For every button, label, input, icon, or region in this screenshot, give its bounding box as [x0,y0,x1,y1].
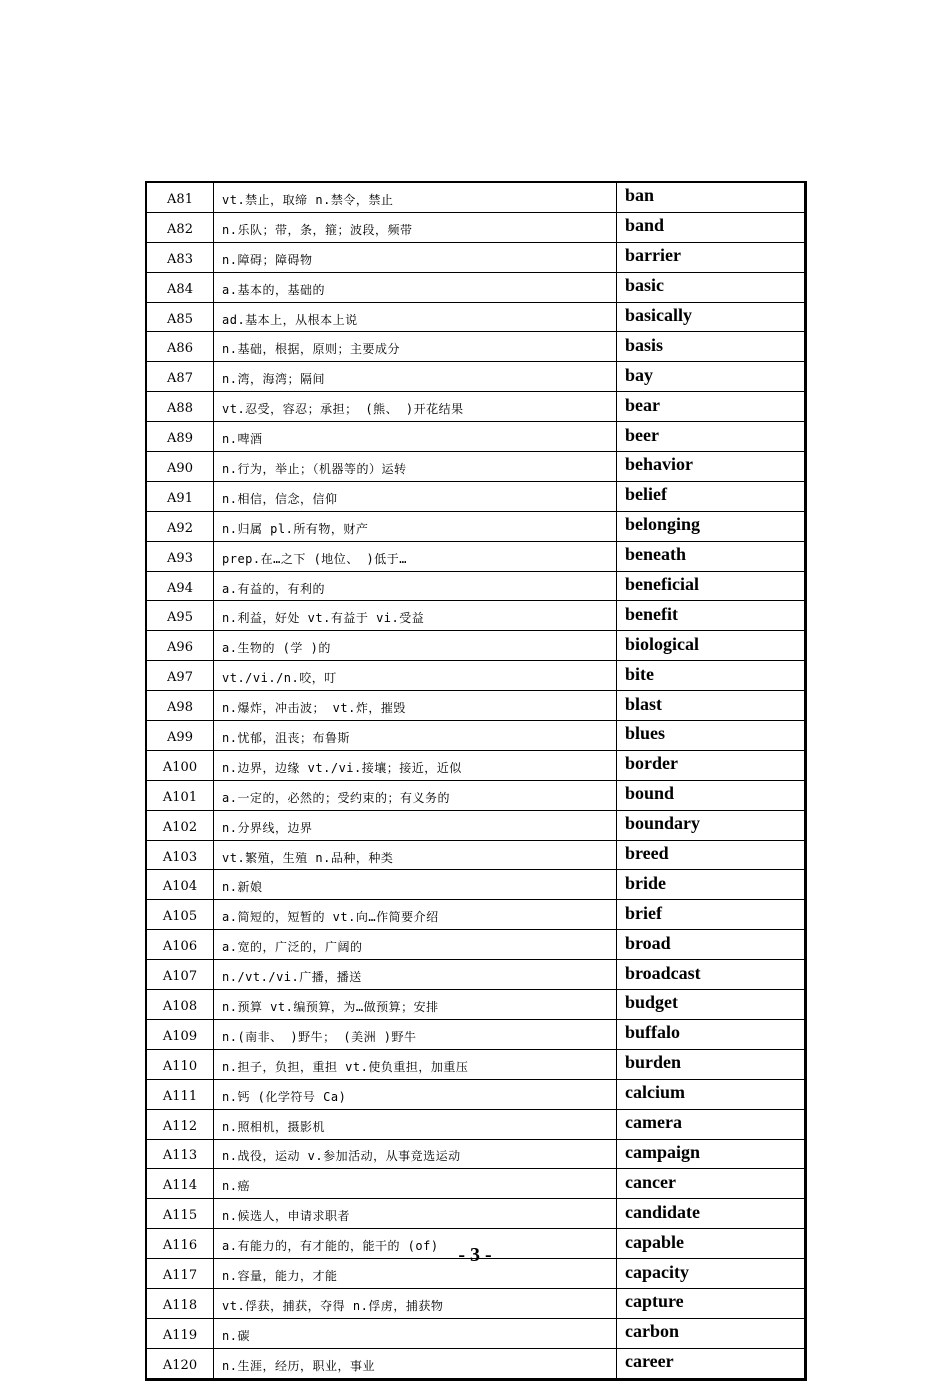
entry-definition: a.有益的，有利的 [214,571,617,601]
table-row [146,780,806,810]
table-row [146,511,806,541]
entry-definition: n.忧郁，沮丧；布鲁斯 [214,721,617,751]
entry-definition: n.边界，边缘 vt./vi.接壤；接近，近似 [214,750,617,780]
entry-word: basis [617,332,806,362]
entry-definition: a.简短的，短暂的 vt.向…作简要介绍 [214,900,617,930]
entry-word: campaign [617,1139,806,1169]
entry-definition: n.分界线，边界 [214,810,617,840]
entry-word: blues [617,721,806,751]
entry-word: burden [617,1049,806,1079]
table-row [146,452,806,482]
entry-word: beneficial [617,571,806,601]
entry-definition: n.担子，负担，重担 vt.使负重担，加重压 [214,1049,617,1079]
entry-definition: a.宽的，广泛的，广阔的 [214,930,617,960]
entry-word: cancer [617,1169,806,1199]
entry-word: bear [617,392,806,422]
table-row [146,392,806,422]
entry-word: candidate [617,1199,806,1229]
vocabulary-table [145,181,807,1381]
entry-definition: n.啤酒 [214,422,617,452]
table-row [146,930,806,960]
table-row [146,1079,806,1109]
table-row [146,302,806,332]
table-row [146,1139,806,1169]
entry-id: A95 [146,601,214,631]
table-row [146,422,806,452]
entry-word: buffalo [617,1019,806,1049]
entry-definition: n.相信，信念，信仰 [214,481,617,511]
entry-word: camera [617,1109,806,1139]
table-row [146,1288,806,1318]
page-number: - 3 - [458,1244,492,1266]
entry-id: A116 [146,1229,214,1259]
entry-definition: n.钙 (化学符号 Ca) [214,1079,617,1109]
entry-id: A83 [146,242,214,272]
entry-id: A118 [146,1288,214,1318]
entry-word: boundary [617,810,806,840]
entry-word: behavior [617,452,806,482]
entry-id: A88 [146,392,214,422]
table-row [146,631,806,661]
entry-word: career [617,1348,806,1379]
entry-id: A82 [146,212,214,242]
table-row [146,212,806,242]
entry-word: beer [617,422,806,452]
table-row [146,1019,806,1049]
entry-id: A115 [146,1199,214,1229]
entry-word: beneath [617,541,806,571]
entry-word: biological [617,631,806,661]
entry-id: A96 [146,631,214,661]
entry-definition: vt.禁止，取缔 n.禁令，禁止 [214,182,617,212]
entry-definition: n.爆炸，冲击波； vt.炸，摧毁 [214,691,617,721]
table-row [146,1348,806,1379]
entry-definition: ad.基本上，从根本上说 [214,302,617,332]
entry-id: A105 [146,900,214,930]
entry-id: A89 [146,422,214,452]
entry-id: A94 [146,571,214,601]
entry-definition: a.生物的 (学 )的 [214,631,617,661]
table-row [146,661,806,691]
entry-word: border [617,750,806,780]
entry-word: belief [617,481,806,511]
entry-definition: n.行为，举止；（机器等的）运转 [214,452,617,482]
table-row [146,691,806,721]
entry-word: band [617,212,806,242]
entry-definition: n.新娘 [214,870,617,900]
entry-definition: vt./vi./n.咬，叮 [214,661,617,691]
entry-id: A92 [146,511,214,541]
entry-word: budget [617,990,806,1020]
table-row [146,1318,806,1348]
entry-id: A119 [146,1318,214,1348]
entry-id: A101 [146,780,214,810]
entry-id: A107 [146,960,214,990]
entry-word: bride [617,870,806,900]
entry-id: A114 [146,1169,214,1199]
table-row [146,242,806,272]
entry-definition: n.战役，运动 v.参加活动，从事竞选运动 [214,1139,617,1169]
entry-id: A104 [146,870,214,900]
entry-definition: n.癌 [214,1169,617,1199]
entry-id: A81 [146,182,214,212]
entry-id: A109 [146,1019,214,1049]
entry-id: A106 [146,930,214,960]
entry-id: A112 [146,1109,214,1139]
table-row [146,571,806,601]
entry-definition: a.基本的，基础的 [214,272,617,302]
vocabulary-table-body [146,182,806,1379]
entry-word: capable [617,1229,806,1259]
table-row [146,870,806,900]
entry-definition: vt.俘获，捕获，夺得 n.俘虏，捕获物 [214,1288,617,1318]
entry-id: A99 [146,721,214,751]
table-row [146,1199,806,1229]
entry-word: blast [617,691,806,721]
entry-word: broadcast [617,960,806,990]
entry-definition: n.障碍；障碍物 [214,242,617,272]
entry-word: capture [617,1288,806,1318]
entry-id: A100 [146,750,214,780]
entry-id: A86 [146,332,214,362]
entry-definition: a.一定的，必然的；受约束的；有义务的 [214,780,617,810]
table-row [146,900,806,930]
entry-id: A117 [146,1259,214,1289]
entry-id: A98 [146,691,214,721]
entry-word: basic [617,272,806,302]
table-row [146,332,806,362]
table-row [146,960,806,990]
entry-word: breed [617,840,806,870]
entry-word: barrier [617,242,806,272]
entry-definition: a.有能力的，有才能的，能干的 (of) [214,1229,617,1259]
table-row [146,541,806,571]
entry-definition: n.候选人，申请求职者 [214,1199,617,1229]
entry-definition: n.碳 [214,1318,617,1348]
entry-definition: n.(南非、 )野牛； (美洲 )野牛 [214,1019,617,1049]
entry-id: A102 [146,810,214,840]
table-row [146,182,806,212]
entry-definition: n.生涯，经历，职业，事业 [214,1348,617,1379]
entry-definition: n.容量，能力，才能 [214,1259,617,1289]
entry-id: A108 [146,990,214,1020]
entry-definition: n.湾，海湾；隔间 [214,362,617,392]
entry-id: A84 [146,272,214,302]
entry-word: benefit [617,601,806,631]
table-row [146,810,806,840]
entry-definition: n./vt./vi.广播，播送 [214,960,617,990]
entry-definition: n.预算 vt.编预算，为…做预算；安排 [214,990,617,1020]
entry-word: belonging [617,511,806,541]
entry-definition: n.基础，根据，原则；主要成分 [214,332,617,362]
table-row [146,750,806,780]
entry-word: bite [617,661,806,691]
entry-id: A113 [146,1139,214,1169]
table-row [146,1109,806,1139]
table-row [146,1049,806,1079]
entry-id: A97 [146,661,214,691]
entry-id: A91 [146,481,214,511]
entry-id: A87 [146,362,214,392]
entry-word: bound [617,780,806,810]
entry-id: A93 [146,541,214,571]
entry-id: A111 [146,1079,214,1109]
entry-definition: n.利益，好处 vt.有益于 vi.受益 [214,601,617,631]
entry-id: A90 [146,452,214,482]
table-row [146,362,806,392]
entry-definition: prep.在…之下 (地位、 )低于… [214,541,617,571]
entry-id: A110 [146,1049,214,1079]
table-row [146,721,806,751]
table-row [146,272,806,302]
table-row [146,840,806,870]
entry-word: basically [617,302,806,332]
entry-definition: n.照相机，摄影机 [214,1109,617,1139]
entry-id: A103 [146,840,214,870]
entry-word: carbon [617,1318,806,1348]
entry-id: A120 [146,1348,214,1379]
entry-id: A85 [146,302,214,332]
table-row [146,1169,806,1199]
entry-word: capacity [617,1259,806,1289]
entry-word: bay [617,362,806,392]
entry-word: ban [617,182,806,212]
entry-definition: vt.忍受，容忍；承担； (熊、 )开花结果 [214,392,617,422]
entry-definition: vt.繁殖，生殖 n.品种，种类 [214,840,617,870]
entry-word: calcium [617,1079,806,1109]
entry-definition: n.乐队；带，条，箍；波段，频带 [214,212,617,242]
table-row [146,481,806,511]
entry-definition: n.归属 pl.所有物，财产 [214,511,617,541]
entry-word: broad [617,930,806,960]
table-row [146,990,806,1020]
table-row [146,601,806,631]
entry-word: brief [617,900,806,930]
